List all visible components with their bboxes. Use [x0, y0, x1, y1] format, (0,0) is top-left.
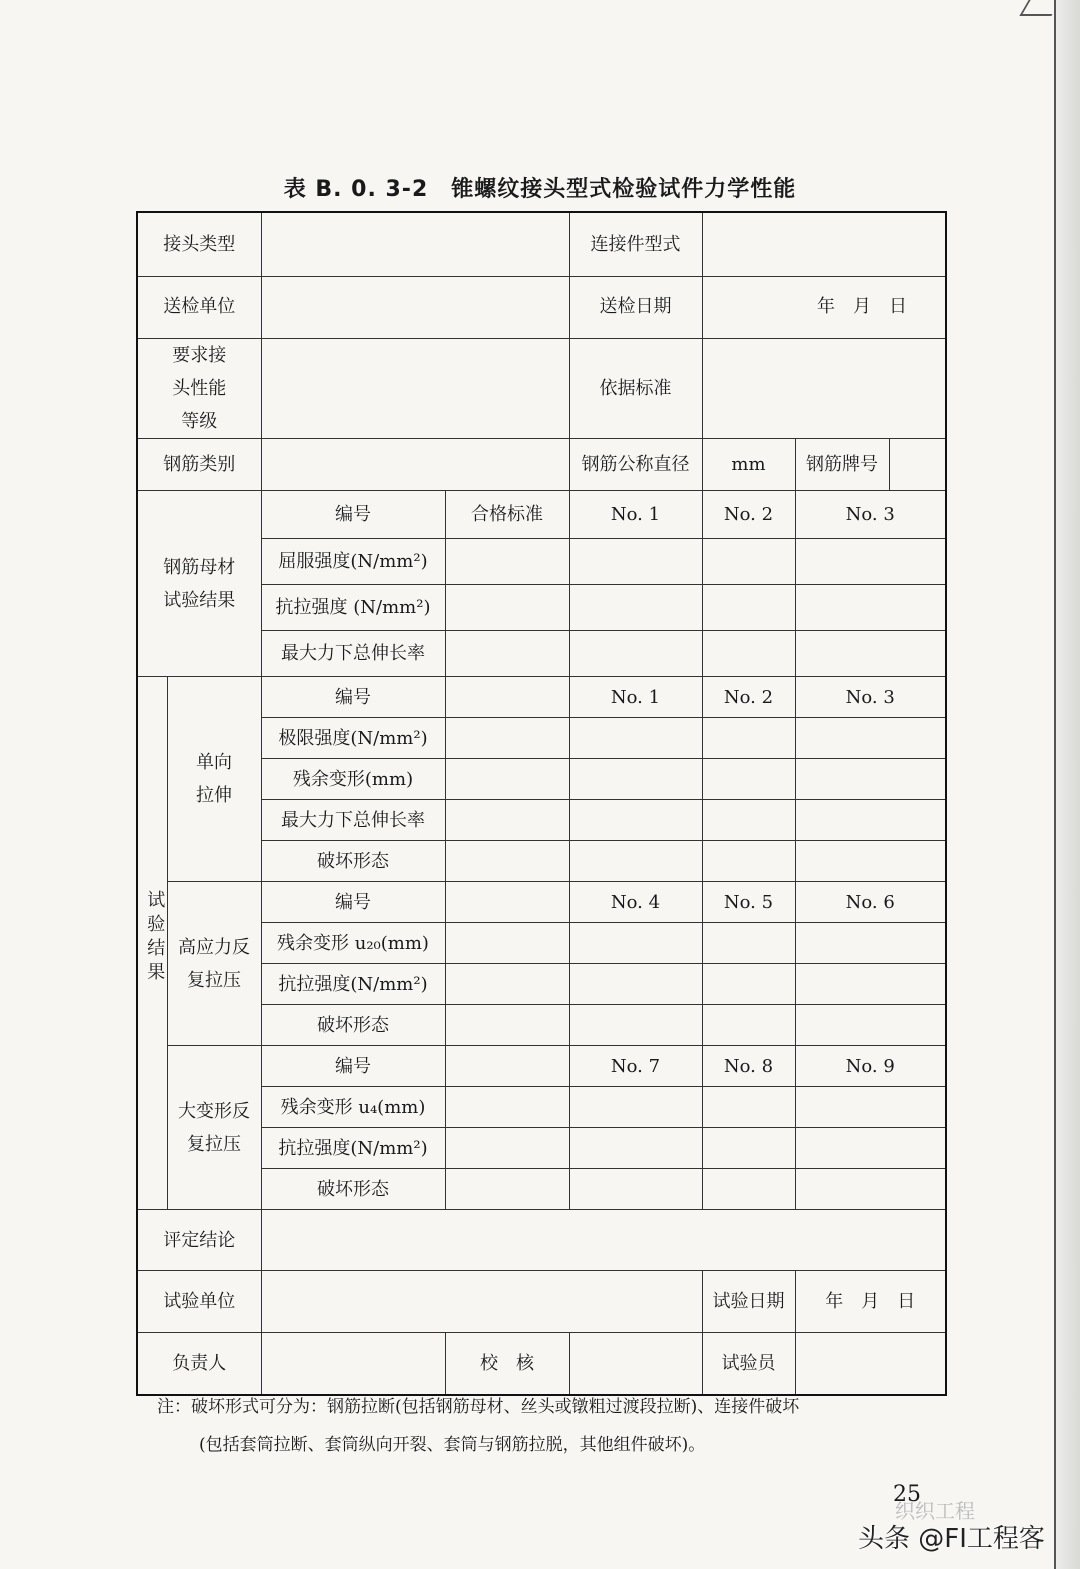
cell[interactable] [795, 923, 946, 964]
input-submit-unit[interactable] [261, 276, 569, 338]
row-residual-u4: 残余变形 u₄(mm) [261, 1087, 445, 1128]
cell[interactable] [569, 631, 702, 677]
label-uniaxial-tension: 单向拉伸 [167, 677, 261, 882]
cell[interactable] [702, 964, 795, 1005]
cell[interactable] [569, 585, 702, 631]
row-residual-u20: 残余变形 u₂₀(mm) [261, 923, 445, 964]
row-yield-strength: 屈服强度(N/mm²) [261, 539, 445, 585]
row-uni-failure-mode: 破坏形态 [261, 841, 445, 882]
input-connector-type[interactable] [702, 212, 946, 276]
label-large-deformation-cyclic: 大变形反复拉压 [167, 1046, 261, 1210]
label-test-results: 试验结果 [137, 677, 167, 1210]
input-basis-standard[interactable] [702, 338, 946, 439]
cell[interactable] [795, 718, 946, 759]
high-no-5: No. 5 [702, 882, 795, 923]
cell[interactable] [445, 882, 569, 923]
high-col-number: 编号 [261, 882, 445, 923]
cell[interactable] [795, 1005, 946, 1046]
cell[interactable] [795, 759, 946, 800]
input-test-unit[interactable] [261, 1271, 702, 1333]
cell[interactable] [445, 1005, 569, 1046]
cell[interactable] [795, 585, 946, 631]
footnote-line-2: (包括套筒拉断、套筒纵向开裂、套筒与钢筋拉脱，其他组件破坏)。 [199, 1435, 706, 1455]
row-elongation: 最大力下总伸长率 [261, 631, 445, 677]
input-submit-date[interactable] [702, 276, 946, 338]
page-title: 表 B. 0. 3-2 锥螺纹接头型式检验试件力学性能 [283, 177, 797, 202]
input-required-grade[interactable] [261, 338, 569, 439]
uni-no-3: No. 3 [795, 677, 946, 718]
unit-mm: mm [731, 454, 766, 476]
input-rebar-diameter[interactable] [702, 439, 795, 491]
cell[interactable] [445, 964, 569, 1005]
cell[interactable] [795, 1087, 946, 1128]
test-form-table [136, 211, 947, 1396]
large-col-number: 编号 [261, 1046, 445, 1087]
row-large-failure-mode: 破坏形态 [261, 1169, 445, 1210]
footnote-line-1: 注：破坏形式可分为：钢筋拉断(包括钢筋母材、丝头或镦粗过渡段拉断)、连接件破坏 [157, 1397, 800, 1417]
cell[interactable] [702, 923, 795, 964]
cell[interactable] [702, 1169, 795, 1210]
cell[interactable] [569, 539, 702, 585]
cell[interactable] [445, 923, 569, 964]
page-edge [1054, 0, 1080, 1569]
label-connector-type: 连接件型式 [569, 212, 702, 276]
cell[interactable] [445, 841, 569, 882]
cell[interactable] [795, 841, 946, 882]
cell[interactable] [702, 759, 795, 800]
base-no-1: No. 1 [569, 491, 702, 539]
row-uni-elongation: 最大力下总伸长率 [261, 800, 445, 841]
label-rebar-grade: 钢筋牌号 [795, 439, 889, 491]
row-ultimate-strength: 极限强度(N/mm²) [261, 718, 445, 759]
cell[interactable] [795, 800, 946, 841]
cell[interactable] [569, 1128, 702, 1169]
cell[interactable] [569, 1087, 702, 1128]
uni-no-2: No. 2 [702, 677, 795, 718]
label-test-date: 试验日期 [702, 1271, 795, 1333]
cell[interactable] [569, 800, 702, 841]
cell[interactable] [795, 1169, 946, 1210]
cell[interactable] [702, 631, 795, 677]
page-number: 25 [893, 1482, 921, 1507]
watermark: 头条 @FI工程客 [858, 1524, 1045, 1554]
cell[interactable] [702, 539, 795, 585]
cell[interactable] [445, 677, 569, 718]
base-no-3: No. 3 [795, 491, 946, 539]
cell[interactable] [445, 800, 569, 841]
input-joint-type[interactable] [261, 212, 569, 276]
cell[interactable] [569, 1169, 702, 1210]
row-high-failure-mode: 破坏形态 [261, 1005, 445, 1046]
label-conclusion: 评定结论 [137, 1210, 261, 1271]
cell[interactable] [702, 1087, 795, 1128]
cell[interactable] [569, 1005, 702, 1046]
uni-col-number: 编号 [261, 677, 445, 718]
label-base-material: 钢筋母材试验结果 [137, 491, 261, 677]
cell[interactable] [795, 631, 946, 677]
cell[interactable] [569, 841, 702, 882]
cell[interactable] [569, 759, 702, 800]
row-high-tensile: 抗拉强度(N/mm²) [261, 964, 445, 1005]
cell[interactable] [445, 539, 569, 585]
cell[interactable] [445, 1046, 569, 1087]
cell[interactable] [795, 964, 946, 1005]
large-no-8: No. 8 [702, 1046, 795, 1087]
cell[interactable] [445, 1169, 569, 1210]
col-number: 编号 [261, 491, 445, 539]
cell[interactable] [445, 1087, 569, 1128]
label-rebar-type: 钢筋类别 [137, 439, 261, 491]
footnote [157, 1388, 957, 1464]
col-standard: 合格标准 [445, 491, 569, 539]
cell[interactable] [795, 539, 946, 585]
cell[interactable] [445, 585, 569, 631]
cell[interactable] [569, 964, 702, 1005]
row-residual-deformation: 残余变形(mm) [261, 759, 445, 800]
input-rebar-type[interactable] [261, 439, 569, 491]
label-submit-unit: 送检单位 [137, 276, 261, 338]
cell[interactable] [702, 800, 795, 841]
submit-date-format: 年 月 日 [817, 296, 907, 318]
high-no-4: No. 4 [569, 882, 702, 923]
cell[interactable] [445, 759, 569, 800]
input-rebar-grade[interactable] [889, 439, 946, 491]
row-tensile-strength: 抗拉强度 (N/mm²) [261, 585, 445, 631]
label-test-unit: 试验单位 [137, 1271, 261, 1333]
input-leader[interactable] [261, 1333, 445, 1395]
high-no-6: No. 6 [795, 882, 946, 923]
label-basis-standard: 依据标准 [569, 338, 702, 439]
large-no-7: No. 7 [569, 1046, 702, 1087]
base-no-2: No. 2 [702, 491, 795, 539]
label-high-stress-cyclic: 高应力反复拉压 [167, 882, 261, 1046]
uni-no-1: No. 1 [569, 677, 702, 718]
cell[interactable] [702, 585, 795, 631]
label-leader: 负责人 [137, 1333, 261, 1395]
cell[interactable] [702, 1128, 795, 1169]
cell[interactable] [445, 1128, 569, 1169]
watermark-faint: 织织工程 [895, 1499, 975, 1523]
cell[interactable] [702, 841, 795, 882]
row-large-tensile: 抗拉强度(N/mm²) [261, 1128, 445, 1169]
cell[interactable] [702, 1005, 795, 1046]
label-tester: 试验员 [702, 1333, 795, 1395]
label-submit-date: 送检日期 [569, 276, 702, 338]
cell[interactable] [445, 718, 569, 759]
label-required-grade: 要求接头性能等级 [137, 338, 261, 439]
cell[interactable] [702, 718, 795, 759]
cell[interactable] [569, 718, 702, 759]
test-date-format: 年 月 日 [825, 1291, 916, 1313]
input-conclusion[interactable] [261, 1210, 946, 1271]
label-rebar-diameter: 钢筋公称直径 [569, 439, 702, 491]
input-check[interactable] [569, 1333, 702, 1395]
input-test-date[interactable] [795, 1271, 946, 1333]
label-joint-type: 接头类型 [137, 212, 261, 276]
cell[interactable] [569, 923, 702, 964]
cell[interactable] [795, 1128, 946, 1169]
label-check: 校 核 [445, 1333, 569, 1395]
cell[interactable] [445, 631, 569, 677]
large-no-9: No. 9 [795, 1046, 946, 1087]
input-tester[interactable] [795, 1333, 946, 1395]
